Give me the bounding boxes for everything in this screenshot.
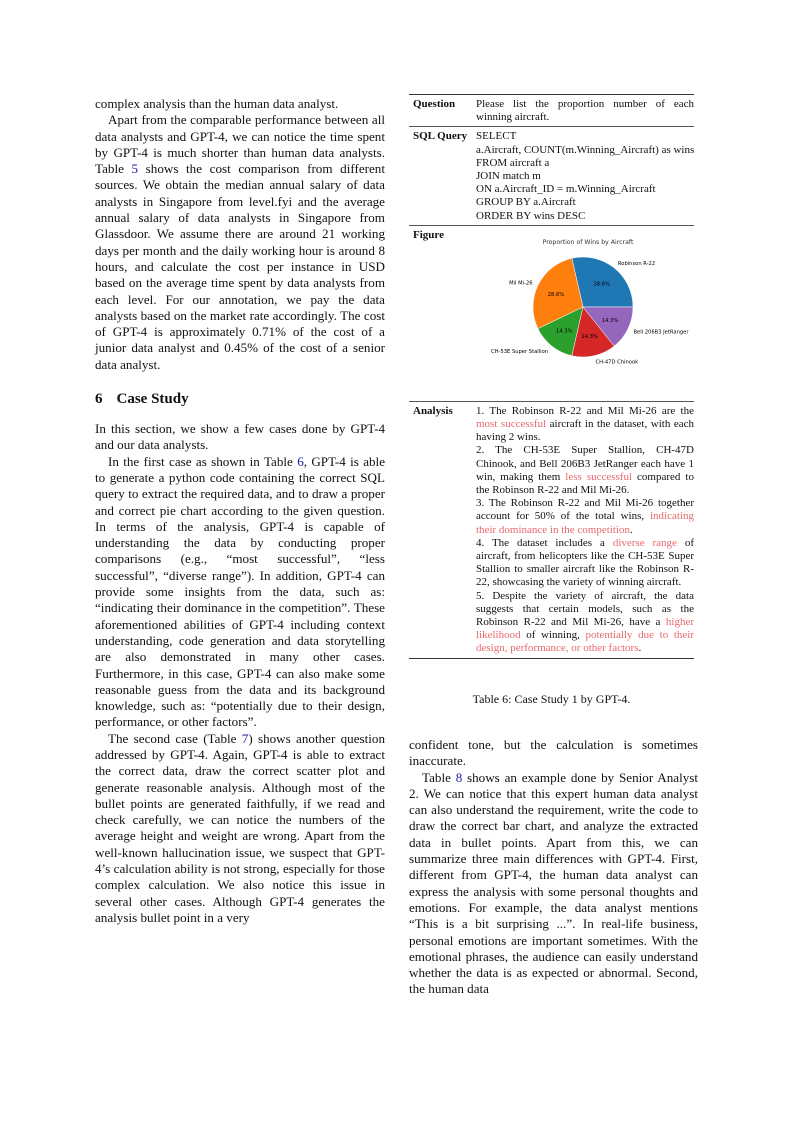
pie-pct-label: 14.3% [581,334,598,341]
paragraph [95,96,385,112]
paragraph [409,770,698,998]
section-title: Case Study [116,391,189,408]
analysis-item [476,497,694,537]
question-label: Question [413,98,456,110]
text-segment: of winning, [520,629,586,642]
analysis-label: Analysis [413,404,453,417]
paragraph [95,731,385,927]
table-reference-link[interactable]: 8 [455,769,463,785]
text-segment: 2. The CH-53E Super Stallion, CH-47D Chinook, and Bell 206B3 JetRanger each have 1 win, making them [476,444,694,483]
figure-cell [476,229,696,399]
paragraph [95,112,385,373]
right-column [409,737,698,998]
analysis-item [476,405,694,445]
analysis-row [409,401,694,659]
sql-line: ON a.Aircraft_ID = m.Winning_Aircraft [476,183,656,196]
highlighted-phrase: potentially due to their design, performance, or other factors [476,629,694,655]
table-reference-link[interactable]: 6 [297,453,304,469]
text-segment: compared to the Robinson R-22 and Mil Mi-26. [476,470,694,497]
text-segment: . [629,523,633,536]
text-segment: 4. The dataset includes a [476,536,613,549]
table-reference-link[interactable]: 7 [241,730,249,746]
text-segment: , GPT-4 is able to generate a python code containing the correct SQL query to extract the required data, and to draw a proper and correct pie chart according to the given question. In terms of the analysis, GPT-4 is capable of understanding the data by conducting proper comparisons (e.g., “most successful”, “less successful”, “diverse range”). In addition, GPT-4 can provide some insights from the data, such as: “indicating their dominance in the competition”. These aforementioned abilities of GPT-4 including context understanding, code generation and data storytelling are also demonstrated in many other cases. Furthermore, in this case, GPT-4 can also make some reasonable guess from the data and its background knowledge, such as: “potentially due to their design, performance, or other factors”. [95,453,386,730]
text-segment: Apart from the comparable performance between all data analysts and GPT-4, we can notice the time spent by GPT-4 is much shorter than human data analysts. Table [95,112,385,177]
paragraph [409,737,698,770]
analysis-item [476,537,694,590]
sql-line: SELECT [476,130,517,143]
paragraph [95,454,385,731]
paragraph [95,421,385,454]
text-segment: shows the cost comparison from different sources. We obtain the median annual salary of data analysts in Singapore from level.fyi and the average annual salary of data analysts in Singapore from Glassdoor. We assume there are around 21 working days per month and the daily working hour is around 8 hours, and calculate the cost per instance in USD based on the average time spent by data analysts from each level. For our annotation, we pay the data analysts based on the market rate accordingly. The cost of GPT-4 is approximately 0.71% of the cost of a junior data analyst and 0.45% of the cost of a senior data analyst. [95,161,385,372]
figure-label: Figure [413,228,444,241]
highlighted-phrase: less successful [565,470,633,483]
section-heading [95,390,385,408]
highlighted-phrase: higher likelihood [476,616,694,642]
sql-line: GROUP BY a.Aircraft [476,196,576,209]
pie-category-label: Robinson R-22 [617,261,656,268]
question-row [409,94,694,126]
sql-line: JOIN match m [476,170,541,183]
text-segment: In the first case as shown in Table [108,453,298,469]
analysis-list [476,405,694,656]
highlighted-phrase: most successful [476,418,547,431]
text-segment: In this section, we show a few cases done by GPT-4 and our data analysts. [95,421,385,453]
text-segment: 1. The Robinson R-22 and Mil Mi-26 are the [476,404,694,417]
text-segment: . [638,642,642,655]
text-segment: Table [422,769,456,785]
pie-chart [476,229,696,399]
sql-line: a.Aircraft, COUNT(m.Winning_Aircraft) as wins [476,143,695,156]
sql-line: FROM aircraft a [476,156,550,169]
question-text: Please list the proportion number of each winning aircraft. [476,98,694,124]
pie-category-label: CH-53E Super Stallion [491,348,549,355]
pie-category-label: Mil Mi-26 [509,280,533,287]
sql-row [409,126,694,224]
text-segment: 3. The Robinson R-22 and Mil Mi-26 together account for 50% of the total wins, [476,497,694,523]
sql-line: ORDER BY wins DESC [476,209,586,222]
analysis-item [476,444,694,497]
sql-query [476,130,694,222]
section-number: 6 [95,391,103,408]
text-segment: 5. Despite the variety of aircraft, the data suggests that certain models, such as the Robinson R-22 and Mil Mi-26, have a [476,589,694,629]
left-column [95,96,385,926]
sql-label: SQL Query [413,130,468,143]
text-segment: shows an example done by Senior Analyst 2. We can notice that this expert human data analyst can also understand the requirement, write the code to draw the correct bar chart, and analyze the extracted data in bullet points. Apart from this, we can summarize three main differences with GPT-4. First, different from GPT-4, the human data analyst can express the analysis with some personal thoughts and emotions. For example, the data analyst mentions “This is a bit surprising ...”. In real-life business, personal emotions are important sometimes. With the emotional phrases, the audience can easily understand whether the data is as expected or abnormal. Second, the human data [409,769,698,997]
case-study-table [409,94,694,659]
highlighted-phrase: indicating their dominance in the competition [476,510,694,536]
pie-pct-label: 14.3% [556,328,573,335]
pie-category-label: CH-47D Chinook [595,359,639,366]
pie-category-label: Bell 206B3 JetRanger [633,329,689,336]
pie-pct-label: 28.6% [593,281,610,288]
text-segment: confident tone, but the calculation is sometimes inaccurate. [409,737,698,769]
table-caption: Table 6: Case Study 1 by GPT-4. [472,692,631,706]
table-reference-link[interactable]: 5 [131,161,139,177]
pie-pct-label: 28.6% [547,291,565,298]
text-segment: ) shows another question addressed by GPT-4. Again, GPT-4 is able to extract the correct data, draw the correct scatter plot and generate reasonable analysis. Although most of the bullet points are generated faithfully, if we read and check carefully, we can notice the numbers of the average height and weight are wrong. Apart from the well-known hallucination issue, we suspect that GPT-4’s calculation ability is not strong, especially for those complex calculation. We also notice this issue in several other cases. Although GPT-4 generates the analysis bullet point in a very [95,730,385,925]
analysis-item [476,590,694,656]
text-segment: complex analysis than the human data analyst. [95,96,339,111]
text-segment: The second case (Table [108,730,242,746]
text-segment: aircraft in the dataset, with each having 2 wins. [476,418,694,444]
figure-row [409,225,694,401]
highlighted-phrase: diverse range [612,536,677,549]
chart-title: Proportion of Wins by Aircraft [542,238,634,246]
text-segment: of aircraft, from helicopters like the CH-53E Super Stallion to smaller aircraft like the Robinson R-22, showcasing the variety of winning aircraft. [476,536,694,589]
pie-pct-label: 14.3% [601,317,619,324]
